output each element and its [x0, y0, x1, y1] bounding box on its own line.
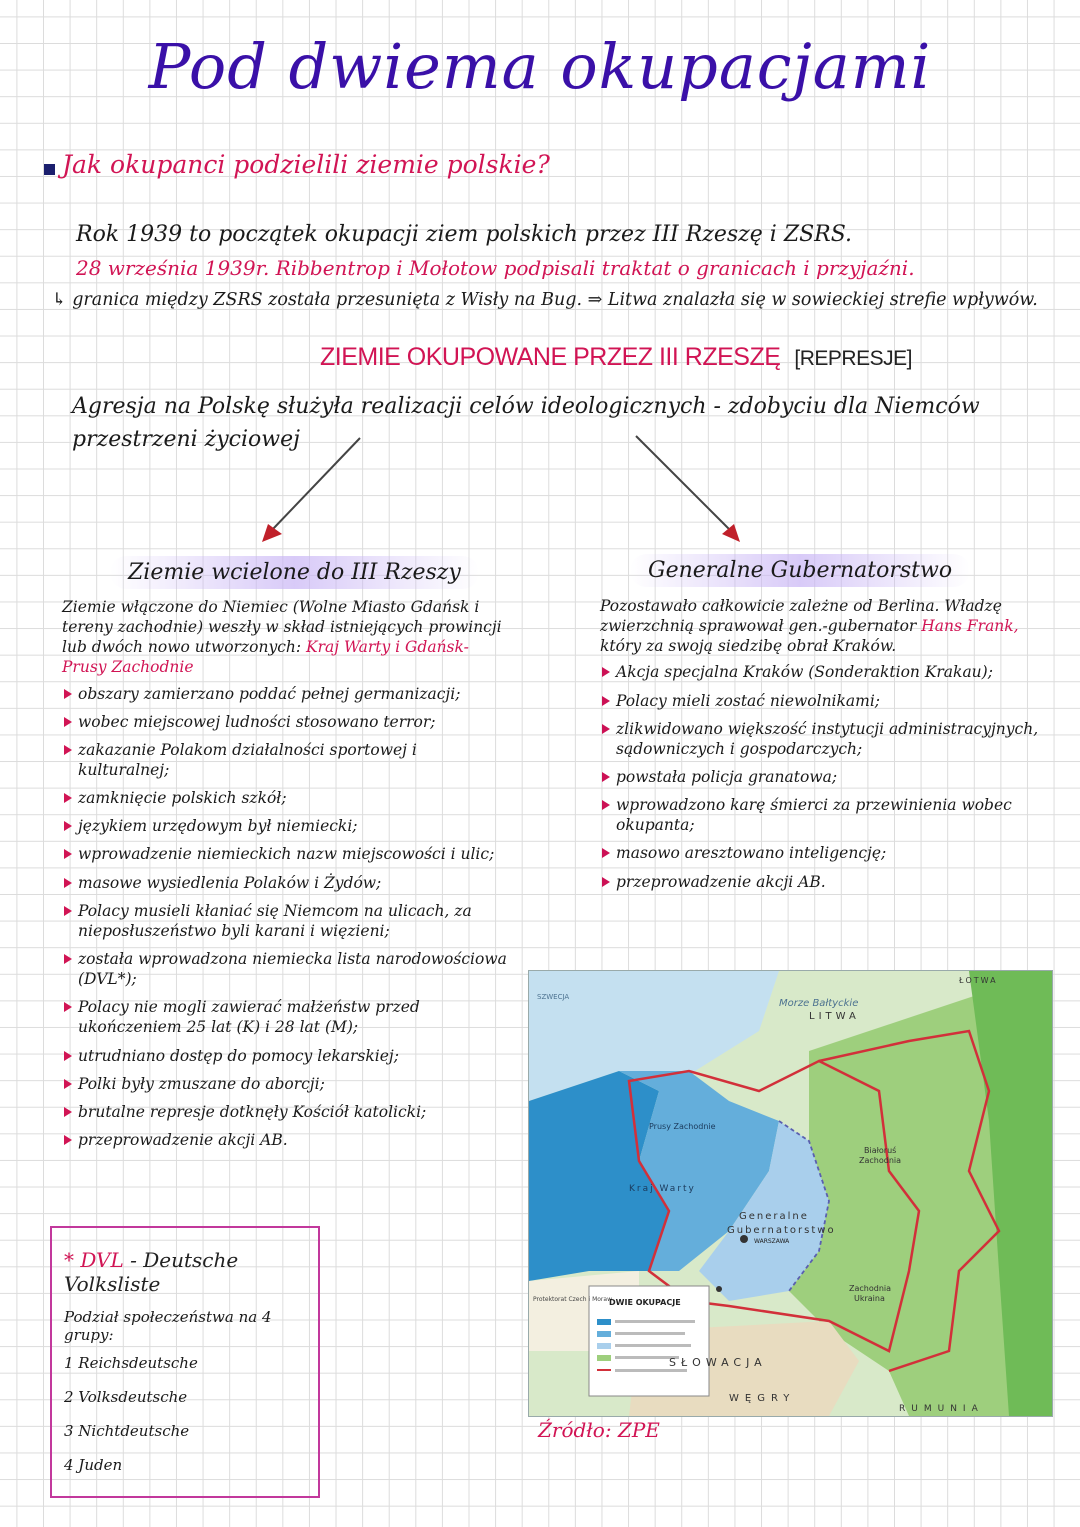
legend-text-placeholder — [615, 1320, 695, 1323]
right-list-item: powstała policja granatowa; — [600, 767, 1040, 787]
map-label-hungary: WĘGRY — [729, 1393, 796, 1404]
left-list-item: Polki były zmuszane do aborcji; — [62, 1074, 512, 1094]
right-list-item: wprowadzono karę śmierci za przewinienia wobec okupanta; — [600, 795, 1040, 835]
left-list-item: utrudniano dostęp do pomocy lekarskiej; — [62, 1046, 512, 1066]
intro-line-3: ↳ granica między ZSRS została przesunięta z Wisły na Bug. ⇒ Litwa znalazła się w sowieckiej strefie wpływów. — [52, 290, 1038, 310]
dvl-group-list — [64, 1354, 308, 1474]
section-lead: Agresja na Polskę służyła realizacji celów ideologicznych - zdobyciu dla Niemców przestrzeni życiowej — [72, 394, 980, 452]
map-label-ukraine-2: Zachodnia — [849, 1284, 892, 1293]
right-intro — [600, 596, 1040, 656]
map-label-lithuania: LITWA — [809, 1011, 860, 1022]
map-label-west-prussia: Prusy Zachodnie — [649, 1122, 716, 1131]
left-intro-regions: Kraj Warty i Gdańsk-Prusy Zachodnie — [62, 638, 469, 677]
left-intro — [62, 597, 512, 678]
right-list-item: Polacy mieli zostać niewolnikami; — [600, 691, 1040, 711]
dvl-group-item: 1 Reichsdeutsche — [64, 1354, 198, 1372]
dvl-group-item: 4 Juden — [64, 1456, 123, 1474]
hans-frank-name: Hans Frank, — [921, 617, 1019, 636]
dvl-title-text: - Deutsche Volksliste — [64, 1248, 239, 1296]
left-column-heading: Ziemie wcielone do III Rzeszy — [110, 556, 479, 589]
legend-text-placeholder — [615, 1332, 685, 1335]
legend-text-placeholder — [615, 1344, 691, 1347]
map-source: Źródło: ZPE — [538, 1418, 660, 1442]
legend-swatch-soviet — [597, 1355, 611, 1361]
map-label-gg-2: Gubernatorstwo — [727, 1225, 836, 1236]
arrow-left-head-icon — [262, 524, 282, 542]
occupation-map — [528, 970, 1053, 1417]
map-graphic — [529, 971, 1052, 1416]
dvl-star: * DVL — [64, 1248, 124, 1272]
legend-swatch-incorporated — [597, 1331, 611, 1337]
section-tag: [REPRESJE] — [794, 347, 912, 370]
dvl-box — [50, 1226, 320, 1498]
right-list-item: masowo aresztowano inteligencję; — [600, 843, 1040, 863]
left-list-item: została wprowadzona niemiecka lista narodowościowa (DVL*); — [62, 949, 512, 989]
dvl-title — [64, 1248, 308, 1296]
right-column — [600, 596, 1040, 900]
arrow-right-head-icon — [722, 524, 740, 542]
intro-line-1: Rok 1939 to początek okupacji ziem polskich przez III Rzeszę i ZSRS. — [76, 222, 853, 247]
left-list-item: obszary zamierzano poddać pełnej germanizacji; — [62, 684, 512, 704]
map-label-protectorate: Protektorat Czech i Moraw — [533, 1296, 612, 1303]
page-title: Pod dwiema okupacjami — [148, 30, 932, 103]
arrow-right-line — [636, 436, 730, 530]
section-title: ZIEMIE OKUPOWANE PRZEZ III RZESZĘ — [320, 343, 781, 371]
left-list-item: przeprowadzenie akcji AB. — [62, 1130, 512, 1150]
left-list-item: językiem urzędowym był niemiecki; — [62, 816, 512, 836]
left-intro-text: Ziemie włączone do Niemiec (Wolne Miasto Gdańsk i tereny zachodnie) weszły w skład istniejących prowincji lub dwóch nowo utworzonych: — [62, 598, 502, 657]
dvl-intro: Podział społeczeństwa na 4 grupy: — [64, 1308, 272, 1344]
dvl-group-item: 2 Volksdeutsche — [64, 1388, 188, 1406]
warsaw-marker — [740, 1235, 748, 1243]
branch-arrows — [0, 0, 1080, 600]
left-list-item: brutalne represje dotknęły Kościół katolicki; — [62, 1102, 512, 1122]
arrow-left-line — [272, 438, 360, 530]
left-column — [62, 597, 512, 1158]
right-intro-text-2: który za swoją siedzibę obrał Kraków. — [600, 637, 897, 656]
map-label-warsaw: WARSZAWA — [754, 1238, 790, 1245]
map-label-latvia: ŁOTWA — [959, 976, 998, 985]
question-heading: Jak okupanci podzielili ziemie polskie? — [62, 150, 550, 179]
right-intro-text: Pozostawało całkowicie zależne od Berlina. Władzę zwierzchnią sprawował gen.-gubernator — [600, 597, 1002, 636]
map-label-ukraine: Ukraina — [854, 1294, 885, 1303]
map-label-sea: Morze Bałtyckie — [779, 998, 859, 1009]
map-label-sweden: SZWECJA — [537, 993, 570, 1001]
right-list — [600, 662, 1040, 891]
left-list-item: zakazanie Polakom działalności sportowej i kulturalnej; — [62, 740, 512, 780]
map-label-gg-1: Generalne — [739, 1211, 809, 1222]
krakow-marker — [716, 1286, 722, 1292]
treaty-name: traktat o granicach i przyjaźni. — [601, 256, 915, 280]
dvl-group-item: 3 Nichtdeutsche — [64, 1422, 190, 1440]
right-list-item: przeprowadzenie akcji AB. — [600, 872, 1040, 892]
legend-swatch-reich — [597, 1319, 611, 1325]
map-label-belarus-2: Zachodnia — [859, 1156, 902, 1165]
left-list — [62, 684, 512, 1151]
left-list-item: masowe wysiedlenia Polaków i Żydów; — [62, 873, 512, 893]
left-list-item: Polacy musieli kłaniać się Niemcom na ulicach, za nieposłuszeństwo byli karani i więzieni; — [62, 901, 512, 941]
map-legend-title: DWIE OKUPACJE — [609, 1298, 681, 1307]
map-label-romania: RUMUNIA — [899, 1404, 984, 1414]
map-label-kraj-warty: Kraj Warty — [629, 1184, 696, 1194]
map-label-belarus: Białoruś — [864, 1146, 897, 1155]
left-list-item: wobec miejscowej ludności stosowano terror; — [62, 712, 512, 732]
right-list-item: zlikwidowano większość instytucji administracyjnych, sądowniczych i gospodarczych; — [600, 719, 1040, 759]
right-list-item: Akcja specjalna Kraków (Sonderaktion Krakau); — [600, 662, 1040, 682]
intro-date: 28 września 1939r. Ribbentrop i Mołotow podpisali — [76, 256, 596, 280]
map-label-slovakia: SŁOWACJA — [669, 1356, 767, 1369]
left-list-item: Polacy nie mogli zawierać małżeństw przed ukończeniem 25 lat (K) i 28 lat (M); — [62, 997, 512, 1037]
right-column-heading: Generalne Gubernatorstwo — [630, 554, 970, 587]
legend-swatch-gg — [597, 1343, 611, 1349]
left-list-item: wprowadzenie niemieckich nazw miejscowości i ulic; — [62, 844, 512, 864]
left-list-item: zamknięcie polskich szkół; — [62, 788, 512, 808]
legend-text-placeholder — [615, 1369, 687, 1372]
